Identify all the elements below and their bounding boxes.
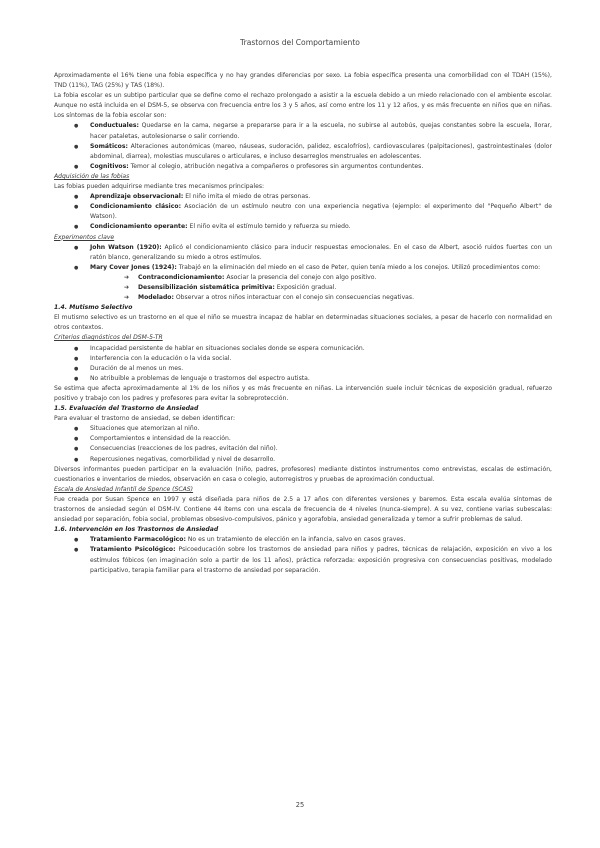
symptom-list (54, 121, 552, 171)
item-label: Contracondicionamiento: (138, 273, 225, 281)
item-text: Trabajó en la eliminación del miedo en el caso de Peter, quien tenía miedo a los conejos. Utilizó procedimientos como: (178, 263, 541, 271)
list-item (54, 121, 552, 141)
item-label: Modelado: (138, 294, 174, 302)
item-text: Aplicó el condicionamiento clásico para inducir respuestas emocionales. En el caso de Albert, asoció ruidos fuertes con un ratón blanco, generalizando su miedo a otros estímulos. (90, 243, 553, 261)
item-text: No es un tratamiento de elección en la infancia, salvo en casos graves. (187, 536, 406, 544)
list-item: ● Situaciones que atemorizan al niño. (54, 424, 552, 434)
list-item (54, 293, 552, 303)
item-text: El niño evita el estímulo temido y refuerza su miedo. (189, 223, 351, 231)
experiment-list (54, 243, 552, 273)
evaluation-list (54, 424, 552, 464)
item-label: John Watson (1920): (90, 243, 162, 251)
list-item: ● Consecuencias (reacciones de los padres, evitación del niño). (54, 444, 552, 454)
section-heading: 1.5. Evaluación del Trastorno de Ansiedad (54, 405, 199, 413)
arrow-icon: ➔ (124, 283, 130, 291)
subheading: Escala de Ansiedad Infantil de Spence (SCAS) (54, 485, 194, 493)
item-label: Tratamiento Psicológico: (90, 546, 176, 554)
list-item: ● Comportamientos e intensidad de la reacción. (54, 434, 552, 444)
procedure-list (54, 273, 552, 303)
paragraph: Diversos informantes pueden participar en la evaluación (niño, padres, profesores) mediante distintos instrumentos como entrevistas, escalas de estimación, cuestionarios e inventarios de miedos, observación en casa o colegio, autorregistros y pruebas de aproximación conductual. (54, 465, 552, 483)
item-text: Exposición gradual. (276, 283, 337, 291)
item-label: Condicionamiento operante: (90, 223, 188, 231)
item-label: Aprendizaje observacional: (90, 193, 184, 201)
item-text: Alteraciones autonómicas (mareo, náuseas, sudoración, palidez, escalofríos), cardiovasculares (palpitaciones), gastrointestinales (dolor abdominal, diarrea), molestias musculares o articulares, e incluso desarreglos menstruales en adolescentes. (90, 142, 553, 160)
paragraph: Para evaluar el trastorno de ansiedad, se deben identificar: (54, 415, 235, 423)
list-item (54, 273, 552, 283)
paragraph: Las fobias pueden adquirirse mediante tres mecanismos principales: (54, 183, 265, 191)
item-label: Mary Cover Jones (1924): (90, 263, 177, 271)
item-label: Tratamiento Farmacológico: (90, 536, 186, 544)
list-item (54, 263, 552, 273)
section-heading: 1.6. Intervención en los Trastornos de Ansiedad (54, 526, 219, 534)
item-text: Asociación de un estímulo neutro con una experiencia negativa (ejemplo: el experimento del "Pequeño Albert" de Watson). (90, 203, 553, 221)
paragraph: Fue creada por Susan Spence en 1997 y está diseñada para niños de 2.5 a 17 años con diferentes versiones y baremos. Esta escala evalúa síntomas de trastornos de ansiedad según el DSM-IV. Contiene 44 ítems con una escala de frecuencia de 4 niveles (nunca-siempre). A su vez, contiene varias subescalas: ansiedad por separación, fobia social, problemas obsesivo-compulsivos, pánico y agorafobia, ansiedad generalizada y temor a sufrir problemas de salud. (54, 495, 552, 524)
list-item: ● Repercusiones negativas, comorbilidad y nivel de desarrollo. (54, 455, 552, 465)
item-text: El niño imita el miedo de otras personas. (185, 193, 311, 201)
list-item: ● No atribuible a problemas de lenguaje o trastornos del espectro autista. (54, 374, 552, 384)
subheading: Adquisición de las fobias (54, 172, 130, 180)
item-label: Somáticos: (90, 142, 128, 150)
list-item: ● Interferencia con la educación o la vida social. (54, 354, 552, 364)
item-label: Conductuales: (90, 122, 139, 130)
item-text: Temor al colegio, atribución negativa a compañeros o profesores sin argumentos contundentes. (130, 162, 424, 170)
list-item: ● Incapacidad persistente de hablar en situaciones sociales donde se espera comunicación. (54, 344, 552, 354)
criteria-list (54, 344, 552, 384)
list-item (54, 545, 552, 575)
list-item (54, 283, 552, 293)
list-item (54, 162, 552, 172)
section-heading: 1.4. Mutismo Selectivo (54, 304, 133, 312)
arrow-icon: ➔ (124, 294, 130, 302)
list-item (54, 142, 552, 162)
list-item (54, 202, 552, 222)
item-text: Observar a otros niños interactuar con el conejo sin consecuencias negativas. (175, 294, 415, 302)
paragraph: La fobia escolar es un subtipo particular que se define como el rechazo prolongado a asistir a la escuela debido a un miedo relacionado con el ambiente escolar. Aunque no está incluida en el DSM-5, se observa con frecuencia entre los 3 y 5 años, así como entre los 11 y 12 años, y es más frecuente en niños que en niñas. Los síntomas de la fobia escolar son: (54, 92, 552, 120)
subheading: Experimentos clave (54, 233, 115, 241)
paragraph: Se estima que afecta aproximadamente al 1% de los niños y es más frecuente en niñas. La intervención suele incluir técnicas de exposición gradual, refuerzo positivo y trabajo con los padres y profesores para evitar la sobreprotección. (54, 384, 552, 402)
list-item: ● Duración de al menos un mes. (54, 364, 552, 374)
item-label: Cognitivos: (90, 162, 129, 170)
paragraph: El mutismo selectivo es un trastorno en el que el niño se muestra incapaz de hablar en determinadas situaciones sociales, a pesar de hacerlo con normalidad en otros contextos. (54, 314, 552, 332)
mechanism-list (54, 192, 552, 232)
list-item (54, 535, 552, 545)
page-number: 25 (295, 801, 305, 809)
subheading: Criterios diagnósticos del DSM-5-TR (54, 334, 163, 342)
item-text: Quedarse en la cama, negarse a prepararse para ir a la escuela, no subirse al autobús, quejas constantes sobre la escuela, llorar, hacer pataletas, autolesionarse o salir corriendo. (90, 122, 552, 140)
item-text: Psicoeducación sobre los trastornos de ansiedad para niños y padres, técnicas de relajación, exposición en vivo a los estímulos fóbicos (en imaginación solo a partir de los 11 años), práctica reforzada: exposición progresiva con consecuencias positivas, modelado participativo, terapia familiar para el trastorno de ansiedad por separación. (90, 546, 552, 574)
list-item (54, 222, 552, 232)
list-item (54, 243, 552, 263)
page-content (54, 71, 552, 576)
treatment-list (54, 535, 552, 575)
page-header: Trastornos del Comportamiento (240, 38, 360, 47)
paragraph: Aproximadamente el 16% tiene una fobia específica y no hay grandes diferencias por sexo. La fobia específica presenta una comorbilidad con el TDAH (15%), TND (11%), TAG (25%) y TAS (18%). (54, 72, 552, 90)
item-text: Asociar la presencia del conejo con algo positivo. (226, 273, 377, 281)
item-label: Condicionamiento clásico: (90, 203, 182, 211)
item-label: Desensibilización sistemática primitiva: (138, 283, 275, 291)
arrow-icon: ➔ (124, 273, 130, 281)
list-item (54, 192, 552, 202)
